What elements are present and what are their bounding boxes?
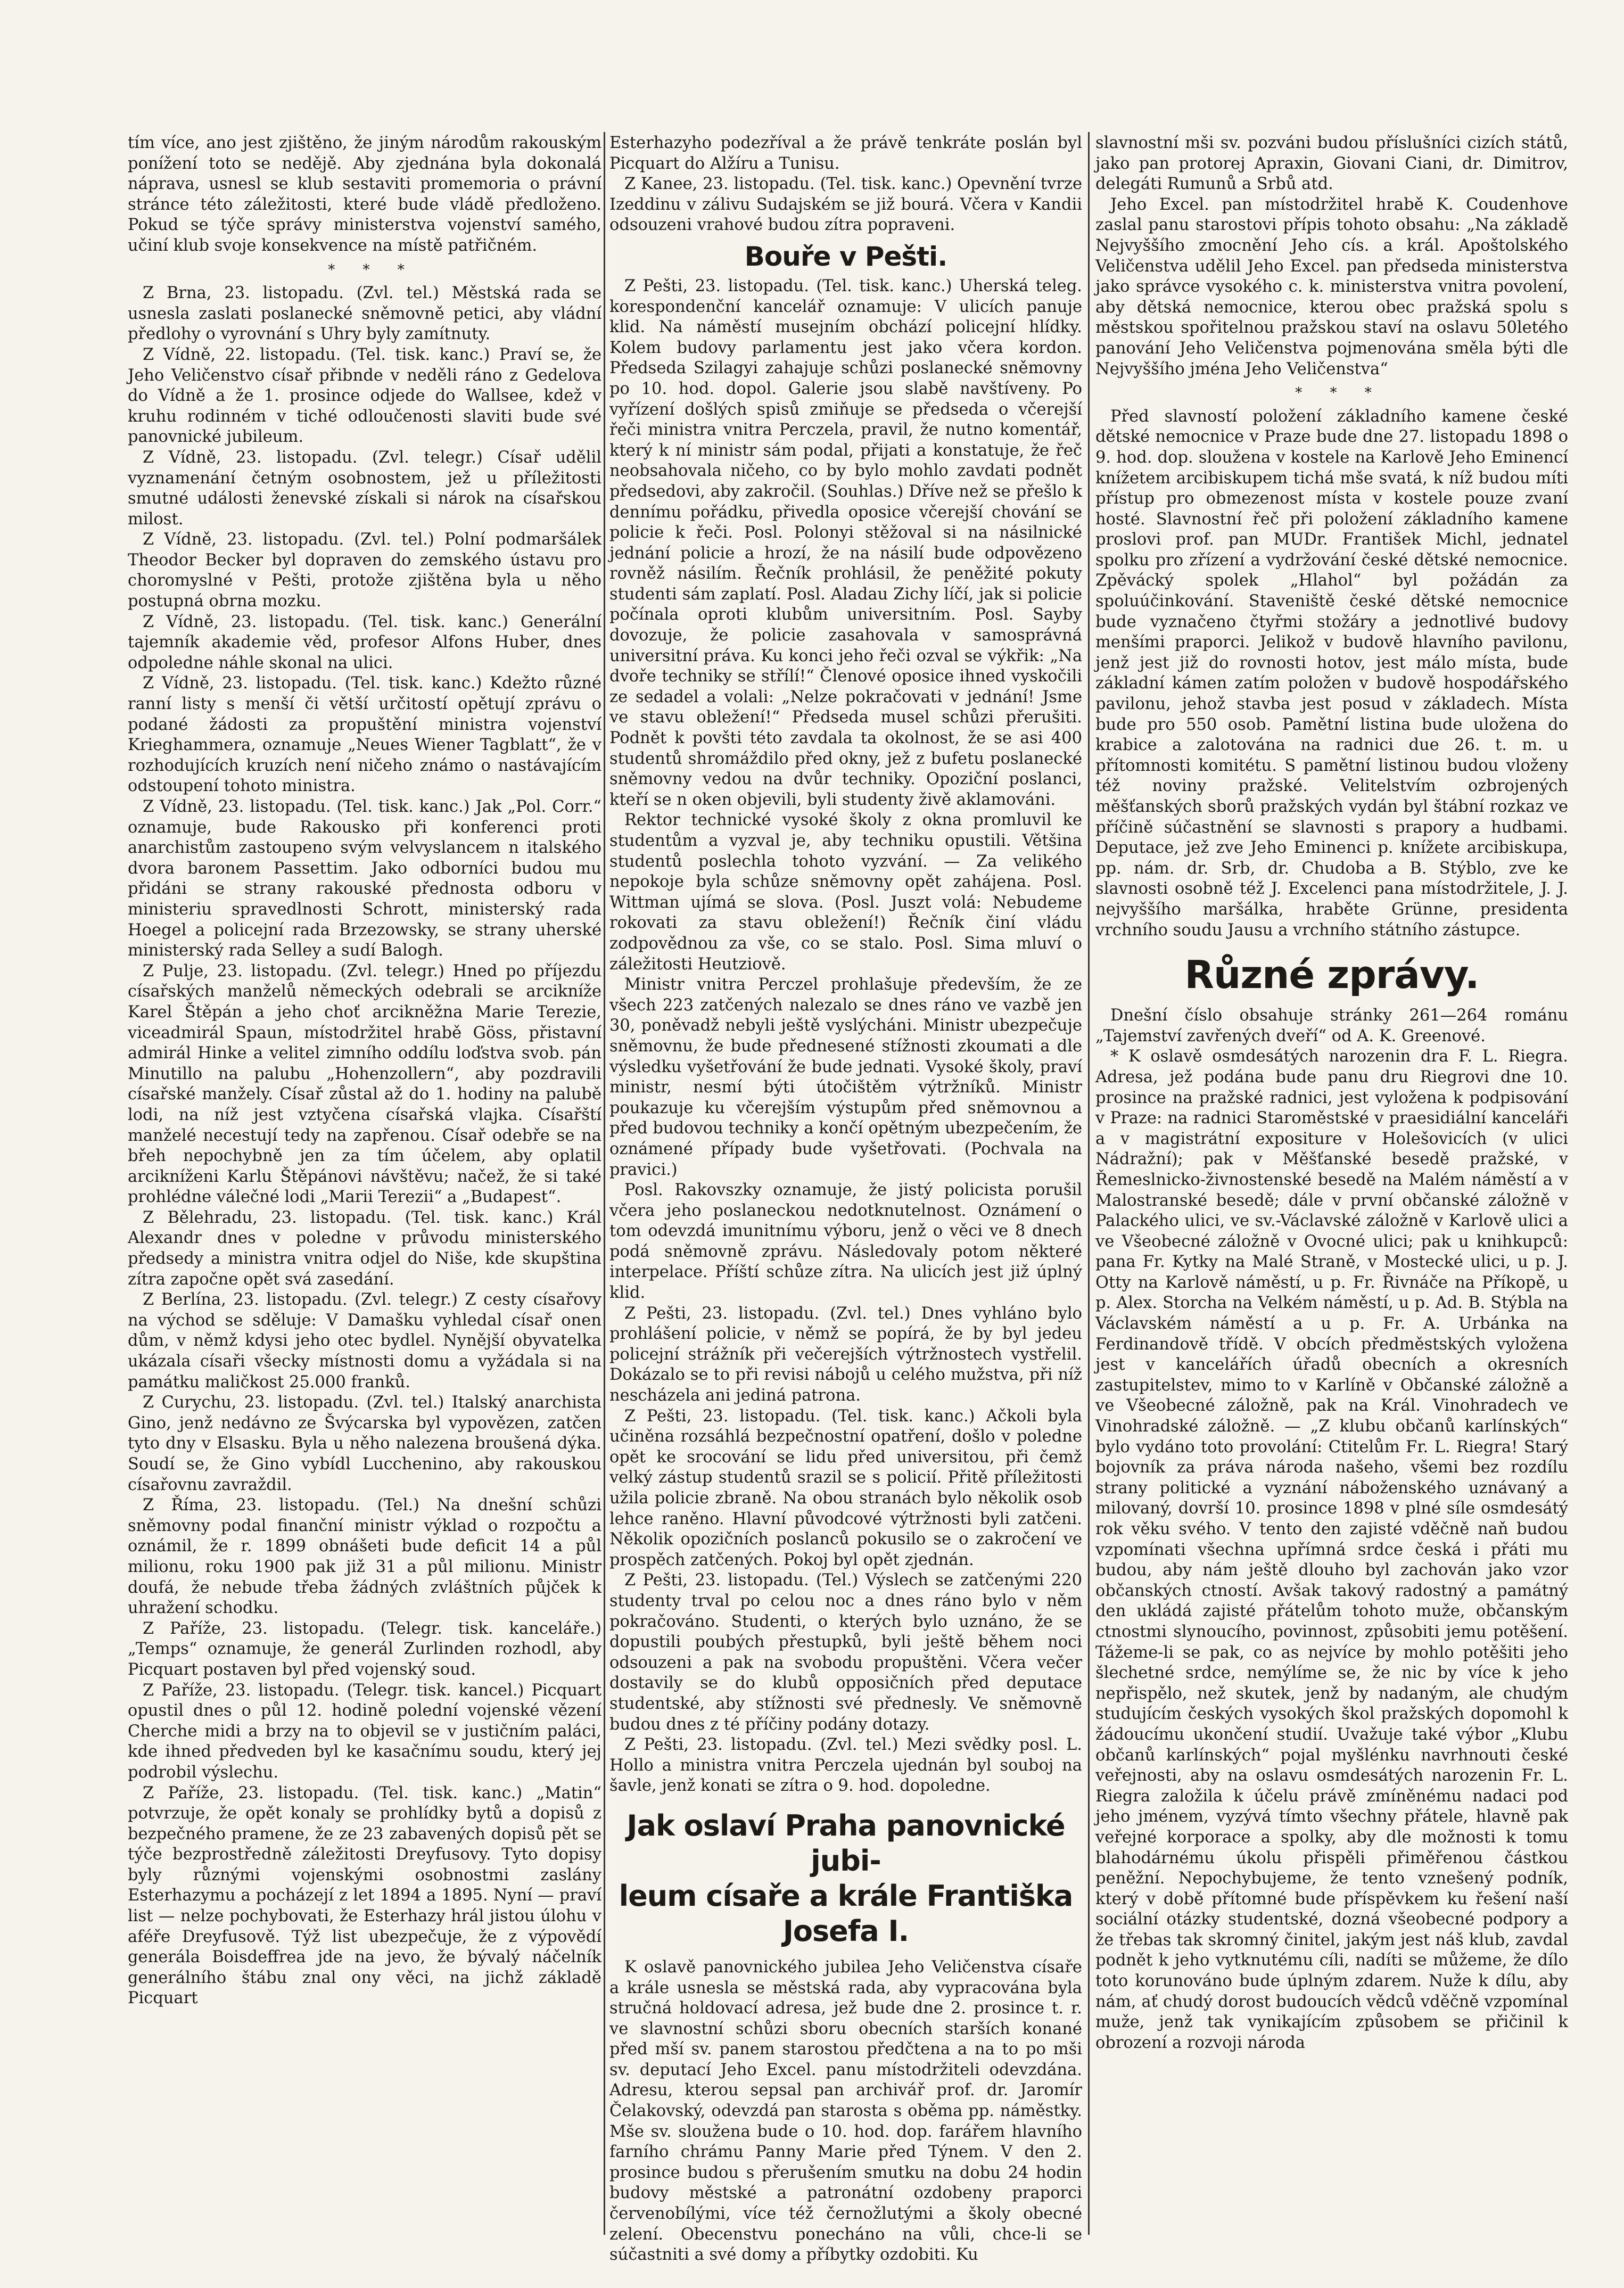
- news-item: Z Pešti, 23. listopadu. (Tel.) Výslech se zatčenými 220 studenty trval po celou noc a dnes ráno bylo v něm pokračováno. Studenti, o kterých bylo uznáno, že se dopustili poubých přestupků, byli ještě během noci odsouzeni a pak na svobodu propuštěni. Včera večer dostavily se do klubů opposičních před deputace studentské, aby stížnosti své přednesly. Ve sněmovně budou dnes z té příčiny podány dotazy.: [609, 1571, 1082, 1734]
- section-heading-storm: Bouře v Pešti.: [744, 241, 947, 272]
- news-item: Z Pešti, 23. listopadu. (Tel. tisk. kanc.) Uherská teleg. korespondenční kancelář oznamuje: V ulicích panuje klid. Na náměstí musejním obchází policejní hlídky. Kolem budovy parlamentu jest jako včera kordon. Předseda Szilagyi zahajuje schůzi poslanecké sněmovny po 10. hod. dopol. Galerie jsou slabě navštíveny. Po vyřízení došlých spisů zmiňuje se předseda o včerejší řeči ministra vnitra Perczela, pravil, že nutno komentář, který k ní ministr sám podal, přijati a konstatuje, že řeč neobsahovala ničeho, co by bylo mohlo zavdati podnět předsedovi, aby zakročil. (Souhlas.) Dříve než se přešlo k dennímu pořádku, přivedla oposice včerejší chování se policie k řeči. Posl. Polonyi stěžoval si na násilnické jednání policie a hrozí, že na násilí bude odpovězeno rovněž násilím. Řečník prohlásil, že peněžité pokuty studenti sám zaplatí. Posl. Aladau Zichy líčí, jak si policie počínala oproti klubům universitním. Posl. Sayby dovozuje, že policie zasahovala v samosprávná universitní práva. Ku konci jeho řeči ozval se výkřik: „Na dvoře techniky se střílí!“ Členové oposice ihned vyskočili ze sedadel a volali: „Nelze pokračovati v jednání! Jsme ve stavu obležení!“ Předseda musel schůzi přerušiti. Podnět k povšti této zavdala ta okolnost, že se asi 400 studentů shromáždilo před okny, jež z bufetu poslanecké sněmovny vedou na dvůr techniky. Opoziční poslanci, kteří se n oken objevili, byli studenty živě aklamováni.: [609, 276, 1082, 809]
- column-2: [609, 133, 1082, 2265]
- news-item: Z Vídně, 23. listopadu. (Tel. tisk. kanc.) Generální tajemník akademie věd, profesor Alfons Huber, dnes odpoledne náhle skonal na ulici.: [128, 612, 601, 672]
- heading-line: Jak oslaví Praha panovnické jubi-: [626, 1808, 1065, 1878]
- news-item: Dnešní číslo obsahuje stránky 261—264 románu „Tajemství zavřených dveří“ od A. K. Greenové.: [1095, 1006, 1568, 1046]
- news-item: Posl. Rakovszky oznamuje, že jistý policista porušil včera jeho poslaneckou nedotknutelnost. Oznámení o tom odevzdá imunitnímu výboru, jenž o věci ve 8 dnech podá sněmovně zprávu. Následovaly potom některé interpelace. Příští schůze zítra. Na ulicích jest již úplný klid.: [609, 1181, 1082, 1303]
- news-item: Z Pešti, 23. listopadu. (Zvl. tel.) Mezi svědky posl. L. Hollo a ministra vnitra Perczela ujednán byl souboj na šavle, jenž konati se zítra o 9. hod. dopoledne.: [609, 1735, 1082, 1796]
- news-item: Z Paříže, 23. listopadu. (Telegr. tisk. kancel.) Picquart opustil dnes o půl 12. hodině polední vojenské vězení Cherche midi a brzy na to objevil se v justičním paláci, kde ihned předveden byl ke kasačnímu soudu, který jej podrobil výslechu.: [128, 1681, 601, 1782]
- news-item: Z Kanee, 23. listopadu. (Tel. tisk. kanc.) Opevnění tvrze Izeddinu v zálivu Sudajském se již bourá. Včera v Kandii odsouzeni vrahové budou zítra popraveni.: [609, 175, 1082, 235]
- news-item: * K oslavě osmdesátých narozenin dra F. L. Riegra. Adresa, jež podána bude panu dru Riegrovi dne 10. prosince na pražské radnici, jest vyložena k podpisování v Praze: na radnici Staroměstské v praesidiální kanceláři a v magistrátní expositure v Holešovicích (v ulici Nádražní); pak v Měšťanské besedě pražské, v Řemeslnicko-živnostenské besedě na Malém náměstí a v Malostranské besedě; dále v první občanské záložně v Palackého ulici, ve sv.-Václavské záložně v Karlově ulici a ve Všeobecné záložně v Ovocné ulici; pak u knihkupců: pana Fr. Kytky na Malé Straně, v Mostecké ulici, u p. J. Otty na Karlově náměstí, u p. Fr. Řivnáče na Příkopě, u p. Alex. Storcha na Velkém náměstí, u p. Ad. B. Stýbla na Václavském náměstí a u p. Fr. A. Urbánka na Ferdinandově třídě. V obcích předměstských vyložena jest v kancelářích úřadů obecních a okresních zastupitelstev, mimo to v Karlíně v Občanské záložně a ve Všeobecné záložně, pak na Král. Vinohradech ve Vinohradské záložně. — „Z klubu občanů karlínských“ bylo vydáno toto provolání: Ctitelům Fr. L. Riegra! Starý bojovník za práva národa našeho, všemi bez rozdílu strany politické a vyznání náboženského uznávaný a milovaný, dovrší 10. prosince 1898 v plné síle osmdesátý rok věku svého. V tento den zajisté vděčně naň budou vzpomínati všechna upřímná srdce česká i přáti mu budou, aby nám ještě dlouho byl zachován jako vzor občanských ctností. Avšak takový radostný a památný den ukládá zajisté přátelům tohoto muže, občanským ctnostmi slynoucího, povinnost, způsobiti jemu potěšení. Tážeme-li se pak, co as nejvíce by mohlo potěšiti jeho šlechetné srdce, nemýlíme se, že nic by více k jeho nepřispělo, než skutek, jenž by nadaným, ale chudým studujícím českých vysokých škol pražských dopomohl k žádoucímu ukončení studií. Uvažuje také výbor „Klubu občanů karlínských“ pojal myšlénku navrhnouti české veřejnosti, aby na oslavu osmdesátých narozenin Fr. L. Riegra založila k účelu právě zmíněnému nadaci pod jeho jménem, vyzývá tímto všechny přátele, hlavně pak veřejné korporace a spolky, aby dle možnosti k tomu blahodárnému úkolu přispěli přiměřenou částkou peněžní. Nepochybujeme, že tento vznešený podník, který v době přítomné bude příspěvkem ku řešení naší sociální otázky studentské, dozná všeobecné podpory a že třebas tak skromný činitel, jakým jest náš klub, zavdal podnět k jeho vytknutému cíli, nadíti se můžeme, že dílo toto korunováno bude úplným zdarem. Nuže k dílu, aby nám, ať chudý dorost budoucích vědců vděčně vzpomínal muže, jenž tak vynikajícím způsobem se přičinil k obrození a rozvoji národa: [1095, 1047, 1568, 2052]
- news-item: Z Vídně, 23. listopadu. (Zvl. telegr.) Císař udělil vyznamenání četným osobnostem, jež u příležitosti smutné události ženevské získali si nárok na císařskou milost.: [128, 448, 601, 529]
- heading-line: leum císaře a krále Františka: [619, 1879, 1073, 1913]
- news-item: Z Pulje, 23. listopadu. (Zvl. telegr.) Hned po příjezdu císařských manželů německých odebrali se arcikníže Karel Štěpán a jeho choť arcikněžna Marie Terezie, viceadmirál Spaun, místodržitel hrabě Göss, přistavní admirál Hinke a velitel zimního oddílu loďstva svob. pán Minutillo na palubu „Hohenzollern“, aby pozdravili císařské manžely. Císař zůstal až do 1. hodiny na palubě lodi, na níž jest vztyčena císařská vlajka. Císařští manželé necestují tedy na zapřenou. Císař odebře se na břeh nepochybně jen za tím účelem, aby oplatil arcikníženi Karlu Štěpánovi návštěvu; načež, že si také prohlédne válečné lodi „Marii Terezii“ a „Budapest“.: [128, 961, 601, 1207]
- news-item: Z Bělehradu, 23. listopadu. (Tel. tisk. kanc.) Král Alexandr dnes v poledne v průvodu ministerského předsedy a ministra vnitra odjel do Niše, kde skupština zítra započne opět svá zasedání.: [128, 1208, 601, 1289]
- news-item: K oslavě panovnického jubilea Jeho Veličenstva císaře a krále usnesla se městská rada, aby vypracována byla stručná holdovací adresa, jež bude dne 2. prosince t. r. ve slavnostní schůzi sboru obecních starších konané před mší sv. panem starostou předčtena a na to po mši sv. deputací Jeho Excel. panu místodržiteli odevzdána. Adresu, kterou sepsal pan archivář prof. dr. Jaromír Čelakovský, odevzdá pan starosta s oběma pp. náměstky. Mše sv. sloužena bude o 10. hod. dop. farářem hlavního farního chrámu Panny Marie před Týnem. V den 2. prosince budou s přerušením smutku na dobu 24 hodin budovy městské a patronátní ozdobeny praporci červenobílými, více též černožlutými a školy obecné zelení. Obecenstvu ponecháno na vůli, chce-li se súčastniti a své domy a příbytky ozdobiti. Ku: [609, 1957, 1082, 2265]
- news-item: Ministr vnitra Perczel prohlašuje především, že ze všech 223 zatčených nalezalo se dnes ráno ve vazbě jen 30, poněvadž nebyli ještě vyslýcháni. Ministr ubezpečuje sněmovnu, že bude přednesené stížnosti zkoumati a dle výsledku vyšetřování že bude jednati. Vysoké školy, praví ministr, nesmí býti útočištěm výtržníků. Ministr poukazuje ku včerejším výstupům před sněmovnou a před budovou techniky a končí opětným ubezpečením, že oznámené případy bude vyšetřovati. (Pochvala na pravici.): [609, 975, 1082, 1179]
- column-divider-1: [604, 132, 605, 2235]
- column-3: [1095, 133, 1568, 2236]
- news-item: Před slavností položení základního kamene české dětské nemocnice v Praze bude dne 27. listopadu 1898 o 9. hod. dop. sloužena v kostele na Karlově Jeho Eminencí knížetem arcibiskupem tichá mše svatá, k níž budou míti přístup pro obmezenost místa v kostele pouze zvaní hosté. Slavnostní řeč při položení základního kamene proslovi prof. pan MUDr. František Michl, jednatel spolku pro zřízení a vydržování české dětské nemocnice. Zpěvácký spolek „Hlahol“ byl požádán za spoluúčinkování. Staveniště české dětské nemocnice bude vyznačeno čtyřmi stožáry a jednotlivé budovy menšími praporci. Jelikož v budově hlavního pavilonu, jenž jest již do rovnosti hotov, jest málo místa, bude základní kámen zatím položen v budově hospodářského pavilonu, jehož stavba jest posud v základech. Místa bude pro 550 osob. Pamětní listina bude uložena do krabice a zalotována na radnici due 26. t. m. u přítomnosti komitétu. S pamětní listinou budou vloženy též noviny pražské. Velitelstvím ozbrojených měšťanských sborů pražských vydán byl štábní rozkaz ve příčině súčastnění se slavnosti s prapory a hudbami. Deputace, jež zve Jeho Eminenci p. knížete arcibiskupa, pp. nám. dr. Srb, dr. Chudoba a B. Stýblo, zve ke slavnosti osobně též J. Excelenci pana místodržitele, J. J. nejvyššího maršálka, hraběte Grünne, presidenta vrchního soudu Jausu a vrchního státního zástupce.: [1095, 407, 1568, 940]
- section-heading-misc: Různé zprávy.: [1184, 952, 1479, 998]
- news-item: Z Vídně, 23. listopadu. (Tel. tisk. kanc.) Jak „Pol. Corr.“ oznamuje, bude Rakousko při konferenci proti anarchistům zastoupeno svým velvyslancem n italského dvora baronem Passettim. Jako odborníci budou mu přidáni se strany rakouské přednosta odboru v ministeriu spravedlnosti Schrott, ministerský rada Hoegel a policejní rada Brzezowsky, se strany uherské ministerský rada Selley a sudí Balogh.: [128, 797, 601, 960]
- news-item: Z Říma, 23. listopadu. (Tel.) Na dnešní schůzi sněmovny podal finanční ministr výklad o rozpočtu a oznámil, že r. 1899 obnášeti bude deficit 14 a půl milionu, roku 1900 pak již 31 a půl milionu. Ministr doufá, že nebude třeba žádných zvláštních půjček k uhražení schodku.: [128, 1496, 601, 1618]
- news-item: Jeho Excel. pan místodržitel hrabě K. Coudenhove zaslal panu starostovi přípis tohoto obsahu: „Na základě Nejvyššího zmocnění Jeho cís. a král. Apoštolského Veličenstva udělil Jeho Excel. pan předseda ministerstva jako správce vysokého c. k. ministerstva vnitra povolení, aby dětská nemocnice, kterou obec pražská spolu s městskou spořitelnou pražskou staví na oslavu 50letého panování Jeho Veličenstva pojmenována směla býti dle Nejvyššího jména Jeho Veličenstva“: [1095, 195, 1568, 378]
- column-divider-2: [1088, 132, 1090, 2235]
- article-paragraph: tím více, ano jest zjištěno, že jiným národům rakouským ponížení toto se nedějě. Aby zjednána byla dokonalá náprava, usnesl se klub sestaviti promemoria o právní stránce této záležitosti, které bude vládě předloženo. Pokud se týče správy ministerstva vojenství samého, učiní klub svoje konsekvence na místě patřičném.: [128, 134, 601, 255]
- news-item: Rektor technické vysoké školy z okna promluvil ke studentům a vyzval je, aby techniku opustili. Většina studentů poslechla tohoto vyzvání. — Za velikého nepokoje byla schůze sněmovny opět zahájena. Posl. Wittman ujímá se slova. (Posl. Juszt volá: Nebudeme rokovati za stavu obležení!) Řečník činí vládu zodpovědnou za vše, co se stalo. Posl. Sima mluví o záležitosti Heutziově.: [609, 811, 1082, 974]
- news-item: Z Vídně, 22. listopadu. (Tel. tisk. kanc.) Praví se, že Jeho Veličenstvo císař přibnde v neděli ráno z Gedelova do Vídně a že 1. prosince odjede do Wallsee, kdež v kruhu rodinném v tiché odloučenosti slaviti bude své panovnické jubileum.: [128, 345, 601, 447]
- column-1: [128, 133, 601, 2236]
- news-item: Z Paříže, 23. listopadu. (Telegr. tisk. kanceláře.) „Temps“ oznamuje, že generál Zurlinden rozhodl, aby Picquart postaven byl před vojenský soud.: [128, 1619, 601, 1679]
- news-item: Z Vídně, 23. listopadu. (Zvl. tel.) Polní podmaršálek Theodor Becker byl dopraven do zemského ústavu pro choromyslné v Pešti, protože zjištěna byla u něho postupná obrna mozku.: [128, 530, 601, 611]
- section-heading-jubilee: [609, 1808, 1082, 1949]
- news-item: Z Vídně, 23. listopadu. (Tel. tisk. kanc.) Kdežto různé ranní listy s menší či větší určitostí opětují zprávu o podané žádosti za propuštění ministra vojenství Krieghammera, oznamuje „Neues Wiener Tagblatt“, že v rozhodujících kruzích není ničeho známo o nastávajícím odstoupení tohoto ministra.: [128, 674, 601, 796]
- news-item: Z Paříže, 23. listopadu. (Tel. tisk. kanc.) „Matin“ potvrzuje, že opět konaly se prohlídky bytů a dopisů z bezpečného pramene, že ze 23 zabavených dopisů pět se týče bezprostředně záležitosti Dreyfusovy. Tyto dopisy byly různými vojenskými osobnostmi zaslány Esterhazymu a pocházejí z let 1894 a 1895. Nyní — praví list — nelze pochybovati, že Esterhazy hrál jistou úlohu v aféře Dreyfusově. Týž list ubezpečuje, že z výpovědí generála Boisdeffrea jde na jevo, že bývalý náčelník generálního štábu znal ony věci, na jichž základě Picquart: [128, 1783, 601, 2008]
- section-separator: * * *: [328, 261, 416, 278]
- section-separator: * * *: [1295, 385, 1383, 401]
- news-item: Z Berlína, 23. listopadu. (Zvl. telegr.) Z cesty císařovy na východ se sděluje: V Damašku vyhledal císař onen dům, v němž kdysi jeho otec bydlel. Nynější obyvatelka ukázala císaři všecky místnosti domu a vyžádala si na památku maličkost 25.000 franků.: [128, 1290, 601, 1392]
- news-item: Z Curychu, 23. listopadu. (Zvl. tel.) Italský anarchista Gino, jenž nedávno ze Švýcarska byl vypovězen, zatčen tyto dny v Elsasku. Byla u něho nalezena broušená dýka. Soudí se, že Gino vybídl Lucchenino, aby rakouskou císařovnu zavraždil.: [128, 1393, 601, 1494]
- news-item: Z Pešti, 23. listopadu. (Zvl. tel.) Dnes vyhláno bylo prohlášení policie, v němž se popírá, že by byl jedeu policejní strážník při večerejších výtržnostech vystřelil. Dokázalo se to při revisi nábojů u celého mužstva, při níž nescházela ani jediná patrona.: [609, 1304, 1082, 1405]
- article-paragraph: slavnostní mši sv. pozváni budou příslušníci cizích států, jako pan protorej Apraxin, Giovani Ciani, dr. Dimitrov, delegáti Rumunů a Srbů atd.: [1095, 134, 1568, 194]
- article-paragraph: Esterhazyho podezříval a že právě tenkráte poslán byl Picquart do Alžíru a Tunisu.: [609, 134, 1082, 173]
- news-item: Z Brna, 23. listopadu. (Zvl. tel.) Městská rada se usnesla zaslati poslanecké sněmovně petici, aby vládní předlohy o vyrovnání s Uhry byly zamítnuty.: [128, 284, 601, 344]
- news-item: Z Pešti, 23. listopadu. (Tel. tisk. kanc.) Ačkoli byla učiněna rozsáhlá bezpečnostní opatření, došlo v poledne opět ke srocování se lidu před universitou, při čemž velký zástup studentů srazil se s policií. Přitě příležitosti užila policie zbraně. Na obou stranách bylo několik osob lehce raněno. Hlavní původcové výtržnosti byli zatčeni. Několik opozičních poslanců pokusilo se o zakročení ve prospěch zatčených. Pokoj byl opět zjednán.: [609, 1406, 1082, 1569]
- heading-line: Josefa I.: [782, 1914, 909, 1948]
